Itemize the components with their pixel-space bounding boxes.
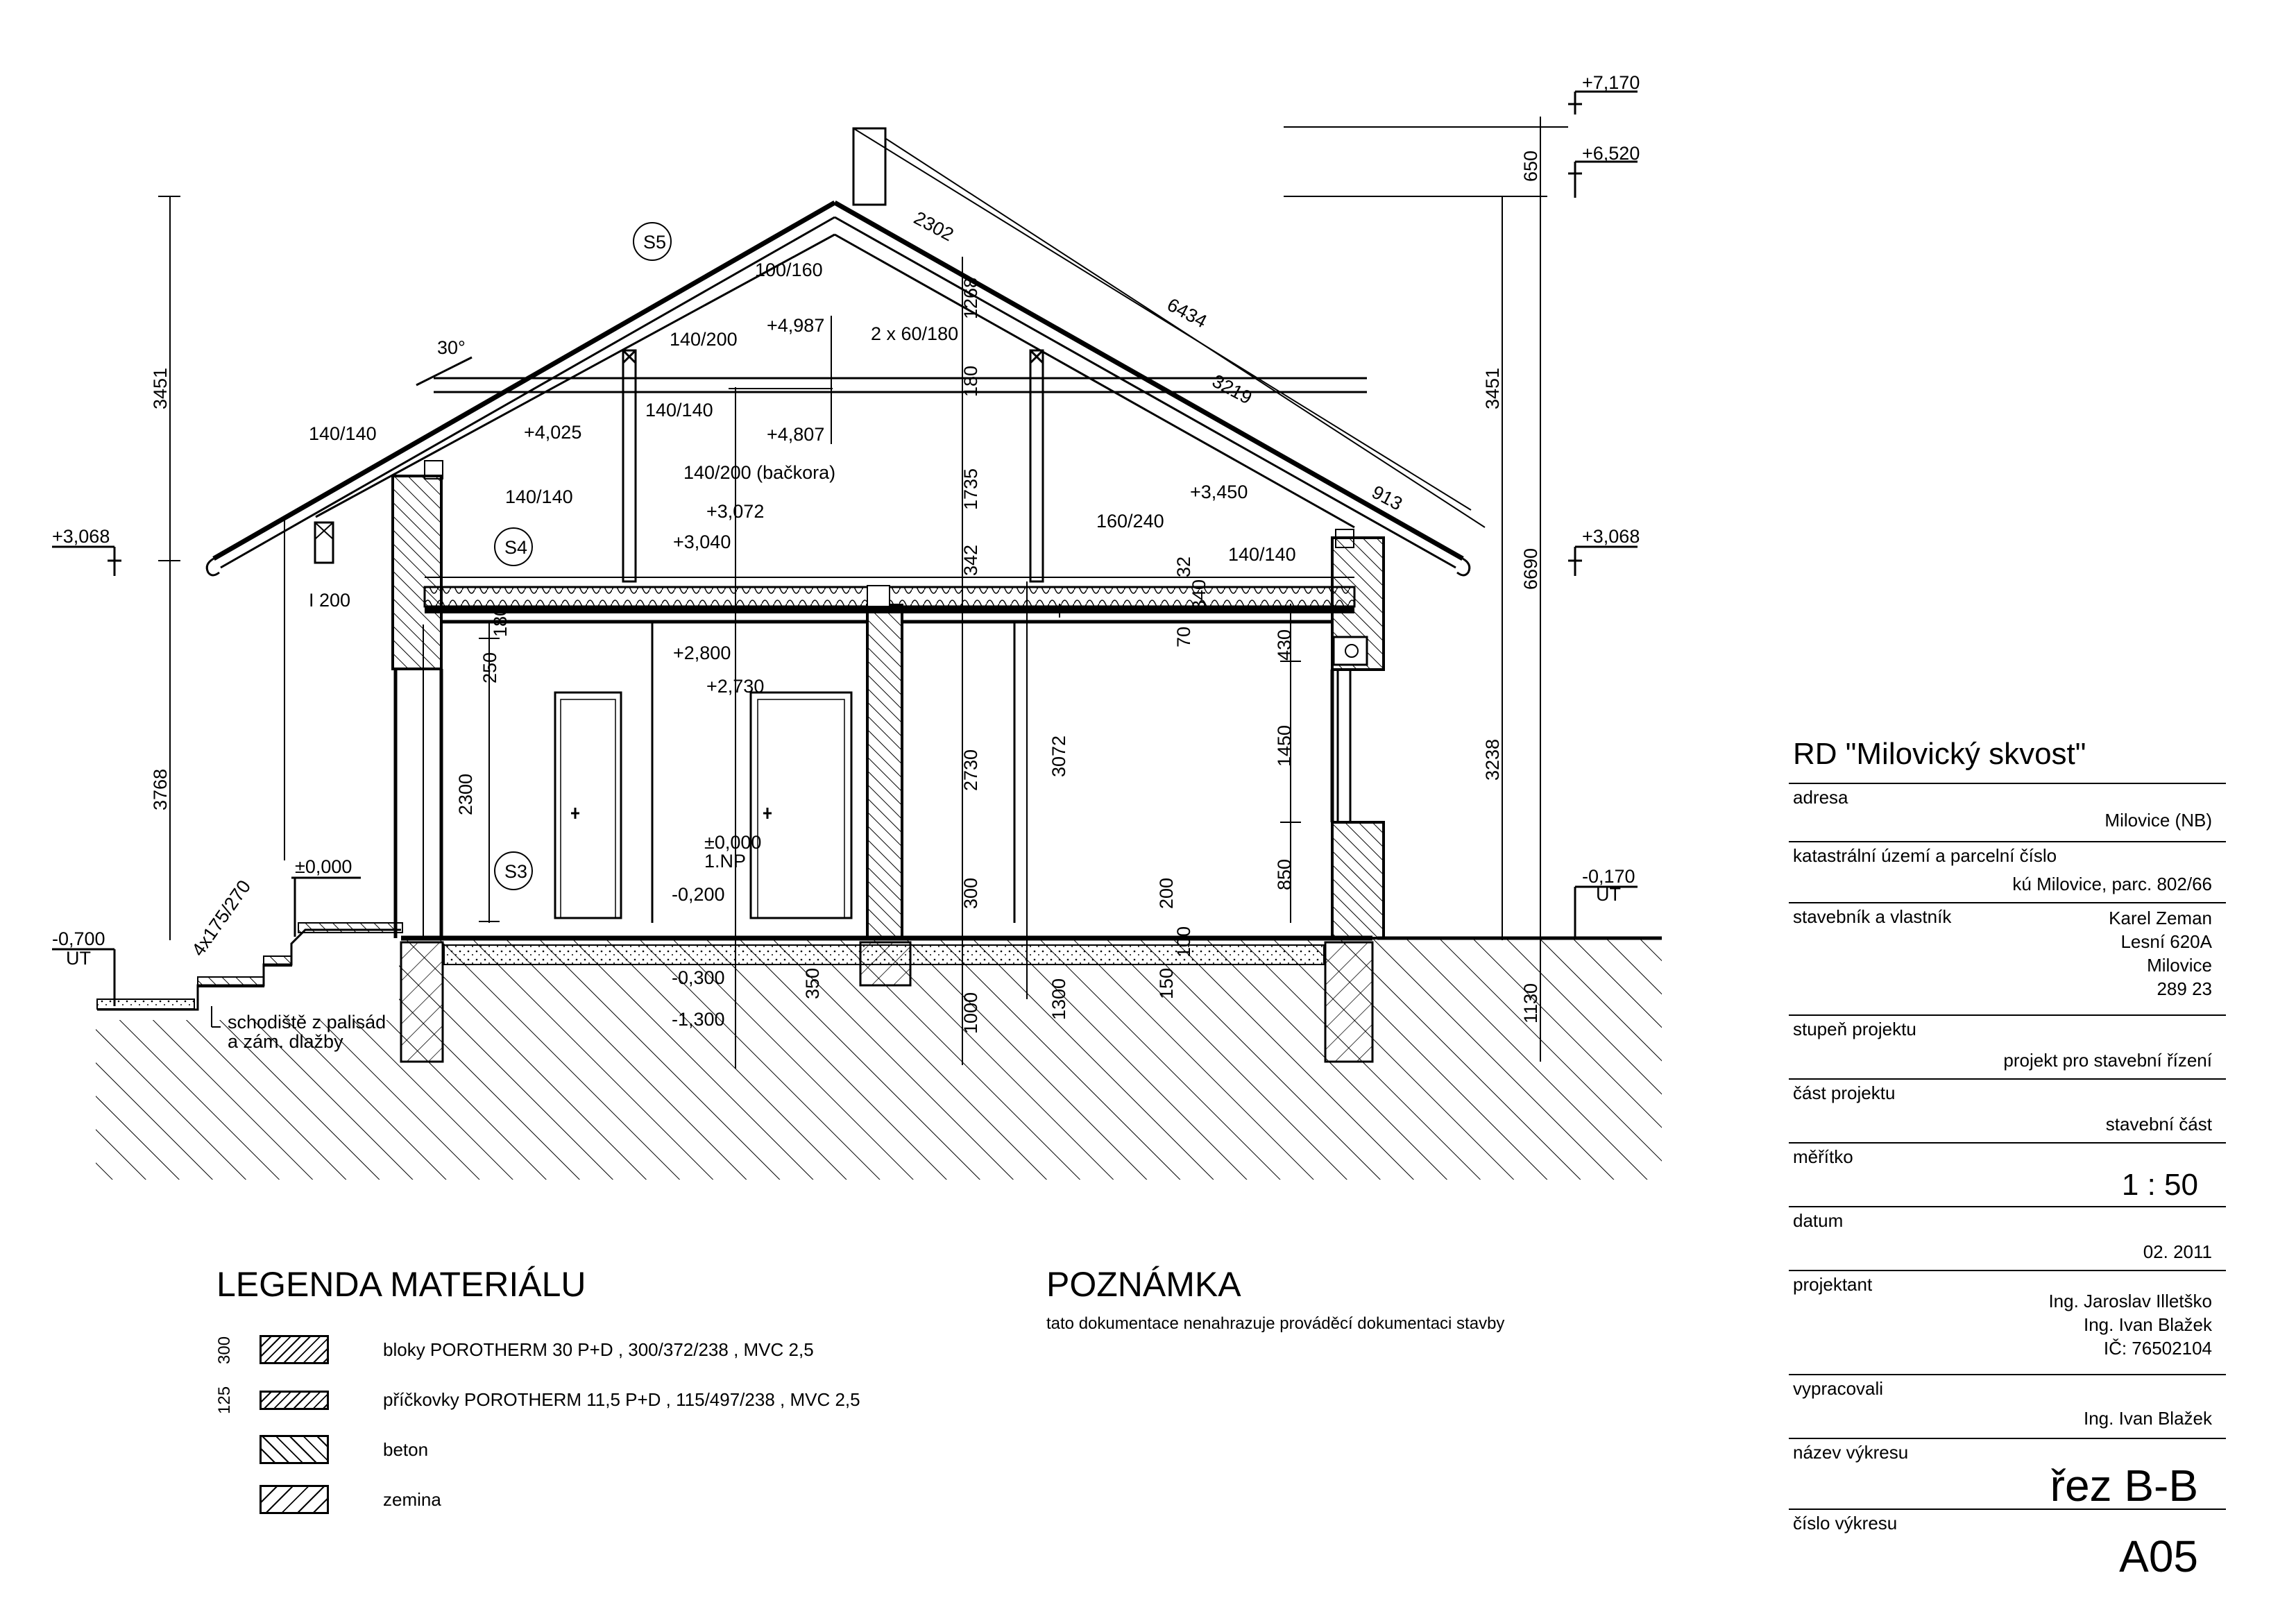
level-3040: +3,040 xyxy=(673,532,731,552)
address-row xyxy=(1789,784,2226,842)
dim-6690: 6690 xyxy=(1520,547,1541,590)
level-2730: +2,730 xyxy=(706,676,765,697)
dim-913: 913 xyxy=(1368,481,1406,515)
stage-row xyxy=(1789,1016,2226,1080)
owner-city: Milovice xyxy=(2147,955,2212,976)
dim-1300: 1300 xyxy=(1048,978,1069,1020)
dim-150: 150 xyxy=(1156,967,1177,999)
drawing-no-row xyxy=(1789,1510,2226,1579)
dim-2300: 2300 xyxy=(455,773,476,815)
drawing-no-value: A05 xyxy=(2119,1531,2198,1581)
level-4025: +4,025 xyxy=(524,422,582,443)
soil-swatch xyxy=(260,1485,329,1514)
project-title: RD "Milovický skvost" xyxy=(1789,729,2226,784)
cadastre-label: katastrální území a parcelní číslo xyxy=(1793,845,2057,866)
legend-item xyxy=(216,1431,980,1481)
part-row xyxy=(1789,1080,2226,1144)
lintel-label: I 200 xyxy=(309,590,351,611)
scale-value: 1 : 50 xyxy=(2121,1168,2198,1202)
dim-180-b: 180 xyxy=(960,365,981,397)
roof-angle: 30° xyxy=(437,337,466,358)
designer-label: projektant xyxy=(1793,1274,1873,1295)
dim-342: 342 xyxy=(960,544,981,576)
dim-1735: 1735 xyxy=(960,468,981,510)
dim-200: 200 xyxy=(1156,877,1177,909)
owner-zip: 289 23 xyxy=(2157,978,2212,999)
stage-value: projekt pro stavební řízení xyxy=(2003,1050,2212,1071)
dim-430: 430 xyxy=(1274,629,1295,661)
dim-650: 650 xyxy=(1520,150,1541,182)
level-m0700: -0,700 xyxy=(52,928,105,949)
column-140-140-c: 140/140 xyxy=(505,486,573,507)
level-3450: +3,450 xyxy=(1190,482,1248,502)
dim-100: 100 xyxy=(1173,926,1194,958)
dim-3768: 3768 xyxy=(150,768,171,810)
dim-250: 250 xyxy=(479,652,500,683)
dim-340: 340 xyxy=(1189,579,1209,611)
dim-3219: 3219 xyxy=(1209,370,1256,409)
level-ut-right: UT xyxy=(1596,884,1621,905)
section-marker-s3: S3 xyxy=(504,861,528,882)
beam-160-240: 160/240 xyxy=(1096,511,1164,532)
drawing-name-row xyxy=(1789,1439,2226,1510)
level-0000-left: ±0,000 xyxy=(295,856,352,877)
legend-text: příčkovky POROTHERM 11,5 P+D , 115/497/238 , MVC 2,5 xyxy=(383,1389,860,1410)
beam-backora: 140/200 (bačkora) xyxy=(683,462,836,483)
drafted-label: vypracovali xyxy=(1793,1378,1884,1399)
note-text: tato dokumentace nenahrazuje prováděcí dokumentaci stavby xyxy=(1046,1314,1505,1333)
level-m0300: -0,300 xyxy=(672,967,725,988)
dim-32: 32 xyxy=(1173,556,1194,577)
level-3068-right: +3,068 xyxy=(1582,526,1640,547)
drafted-row xyxy=(1789,1375,2226,1439)
dim-180-a: 180 xyxy=(490,605,511,637)
dim-3072: 3072 xyxy=(1048,735,1069,777)
stage-label: stupeň projektu xyxy=(1793,1019,1916,1039)
column-140-140-b: 140/140 xyxy=(645,400,713,420)
scale-row xyxy=(1789,1144,2226,1207)
drawing-name-label: název výkresu xyxy=(1793,1442,1909,1463)
dim-1268: 1268 xyxy=(960,277,981,319)
part-value: stavební část xyxy=(2105,1114,2212,1135)
dim-300: 300 xyxy=(960,877,981,909)
partition-swatch xyxy=(260,1391,329,1410)
designer-id: IČ: 76502104 xyxy=(2103,1338,2212,1359)
beam-140-200: 140/200 xyxy=(670,329,738,350)
beam-100-160: 100/160 xyxy=(755,260,823,280)
legend-code: 300 xyxy=(215,1336,234,1364)
legend-text: bloky POROTHERM 30 P+D , 300/372/238 , MVC 2,5 xyxy=(383,1339,814,1360)
level-labels xyxy=(52,72,1640,1030)
material-legend xyxy=(216,1264,980,1531)
brick-swatch xyxy=(260,1335,329,1364)
drawing-name-value: řez B-B xyxy=(2050,1461,2198,1511)
dim-3451-left: 3451 xyxy=(150,367,171,409)
walls xyxy=(284,476,1384,938)
cadastre-value: kú Milovice, parc. 802/66 xyxy=(2012,874,2212,894)
drawing-no-label: číslo výkresu xyxy=(1793,1513,1898,1533)
stair-note-2: a zám. dlažby xyxy=(228,1031,343,1052)
level-m0170: -0,170 xyxy=(1582,866,1635,887)
dim-350: 350 xyxy=(802,967,823,999)
level-0000: ±0,000 xyxy=(704,832,762,853)
dim-2730: 2730 xyxy=(960,749,981,791)
dim-850: 850 xyxy=(1274,858,1295,890)
dim-1450: 1450 xyxy=(1274,724,1295,767)
dim-3238: 3238 xyxy=(1482,738,1503,781)
note xyxy=(1046,1264,1671,1334)
level-6520: +6,520 xyxy=(1582,143,1640,164)
designer-row xyxy=(1789,1271,2226,1375)
date-row xyxy=(1789,1207,2226,1271)
legend-title: LEGENDA MATERIÁLU xyxy=(216,1265,586,1304)
doors xyxy=(555,622,1014,923)
level-2800: +2,800 xyxy=(673,643,731,663)
level-3068-left: +3,068 xyxy=(52,526,110,547)
designer-1: Ing. Jaroslav Illetško xyxy=(2048,1291,2212,1311)
stair-note-1: schodiště z palisád xyxy=(228,1012,386,1033)
scale-label: měřítko xyxy=(1793,1146,1853,1167)
legend-item xyxy=(216,1481,980,1531)
owner-name: Karel Zeman xyxy=(2109,908,2212,928)
level-4807: +4,807 xyxy=(767,424,825,445)
legend-item xyxy=(216,1331,980,1381)
dim-1000: 1000 xyxy=(960,992,981,1034)
level-m1300: -1,300 xyxy=(672,1009,725,1030)
beam-2x60-180: 2 x 60/180 xyxy=(871,323,959,344)
address-value: Milovice (NB) xyxy=(2104,810,2212,831)
level-3072: +3,072 xyxy=(706,501,765,522)
note-title: POZNÁMKA xyxy=(1046,1265,1241,1304)
stair-dimension: 4x175/270 xyxy=(187,876,255,960)
cadastre-row xyxy=(1789,842,2226,903)
drafted-value: Ing. Ivan Blažek xyxy=(2084,1408,2212,1429)
dim-3451-right: 3451 xyxy=(1482,367,1503,409)
level-4987: +4,987 xyxy=(767,315,825,336)
legend-item xyxy=(216,1381,980,1431)
date-label: datum xyxy=(1793,1210,1844,1231)
designer-2: Ing. Ivan Blažek xyxy=(2084,1314,2212,1335)
level-ut-left: UT xyxy=(66,948,91,969)
level-7170: +7,170 xyxy=(1582,72,1640,93)
date-value: 02. 2011 xyxy=(2143,1241,2212,1262)
legend-code: 125 xyxy=(215,1386,234,1414)
title-block xyxy=(1789,729,2226,1589)
column-140-140-d: 140/140 xyxy=(1228,544,1296,565)
dim-2302: 2302 xyxy=(910,207,958,246)
legend-text: zemina xyxy=(383,1489,441,1510)
address-label: adresa xyxy=(1793,787,1848,808)
section-marker-s4: S4 xyxy=(504,537,528,558)
column-140-140-a: 140/140 xyxy=(309,423,377,444)
part-label: část projektu xyxy=(1793,1082,1896,1103)
level-m0200: -0,200 xyxy=(672,884,725,905)
dim-1130: 1130 xyxy=(1520,983,1541,1023)
legend-text: beton xyxy=(383,1439,429,1460)
dim-70: 70 xyxy=(1173,626,1194,647)
owner-row xyxy=(1789,903,2226,1016)
owner-label: stavebník a vlastník xyxy=(1793,906,1952,927)
owner-street: Lesní 620A xyxy=(2120,931,2212,952)
floor-label-1np: 1.NP xyxy=(704,851,747,872)
concrete-swatch xyxy=(260,1435,329,1464)
section-marker-s5: S5 xyxy=(643,232,667,253)
dim-6434: 6434 xyxy=(1164,294,1211,332)
